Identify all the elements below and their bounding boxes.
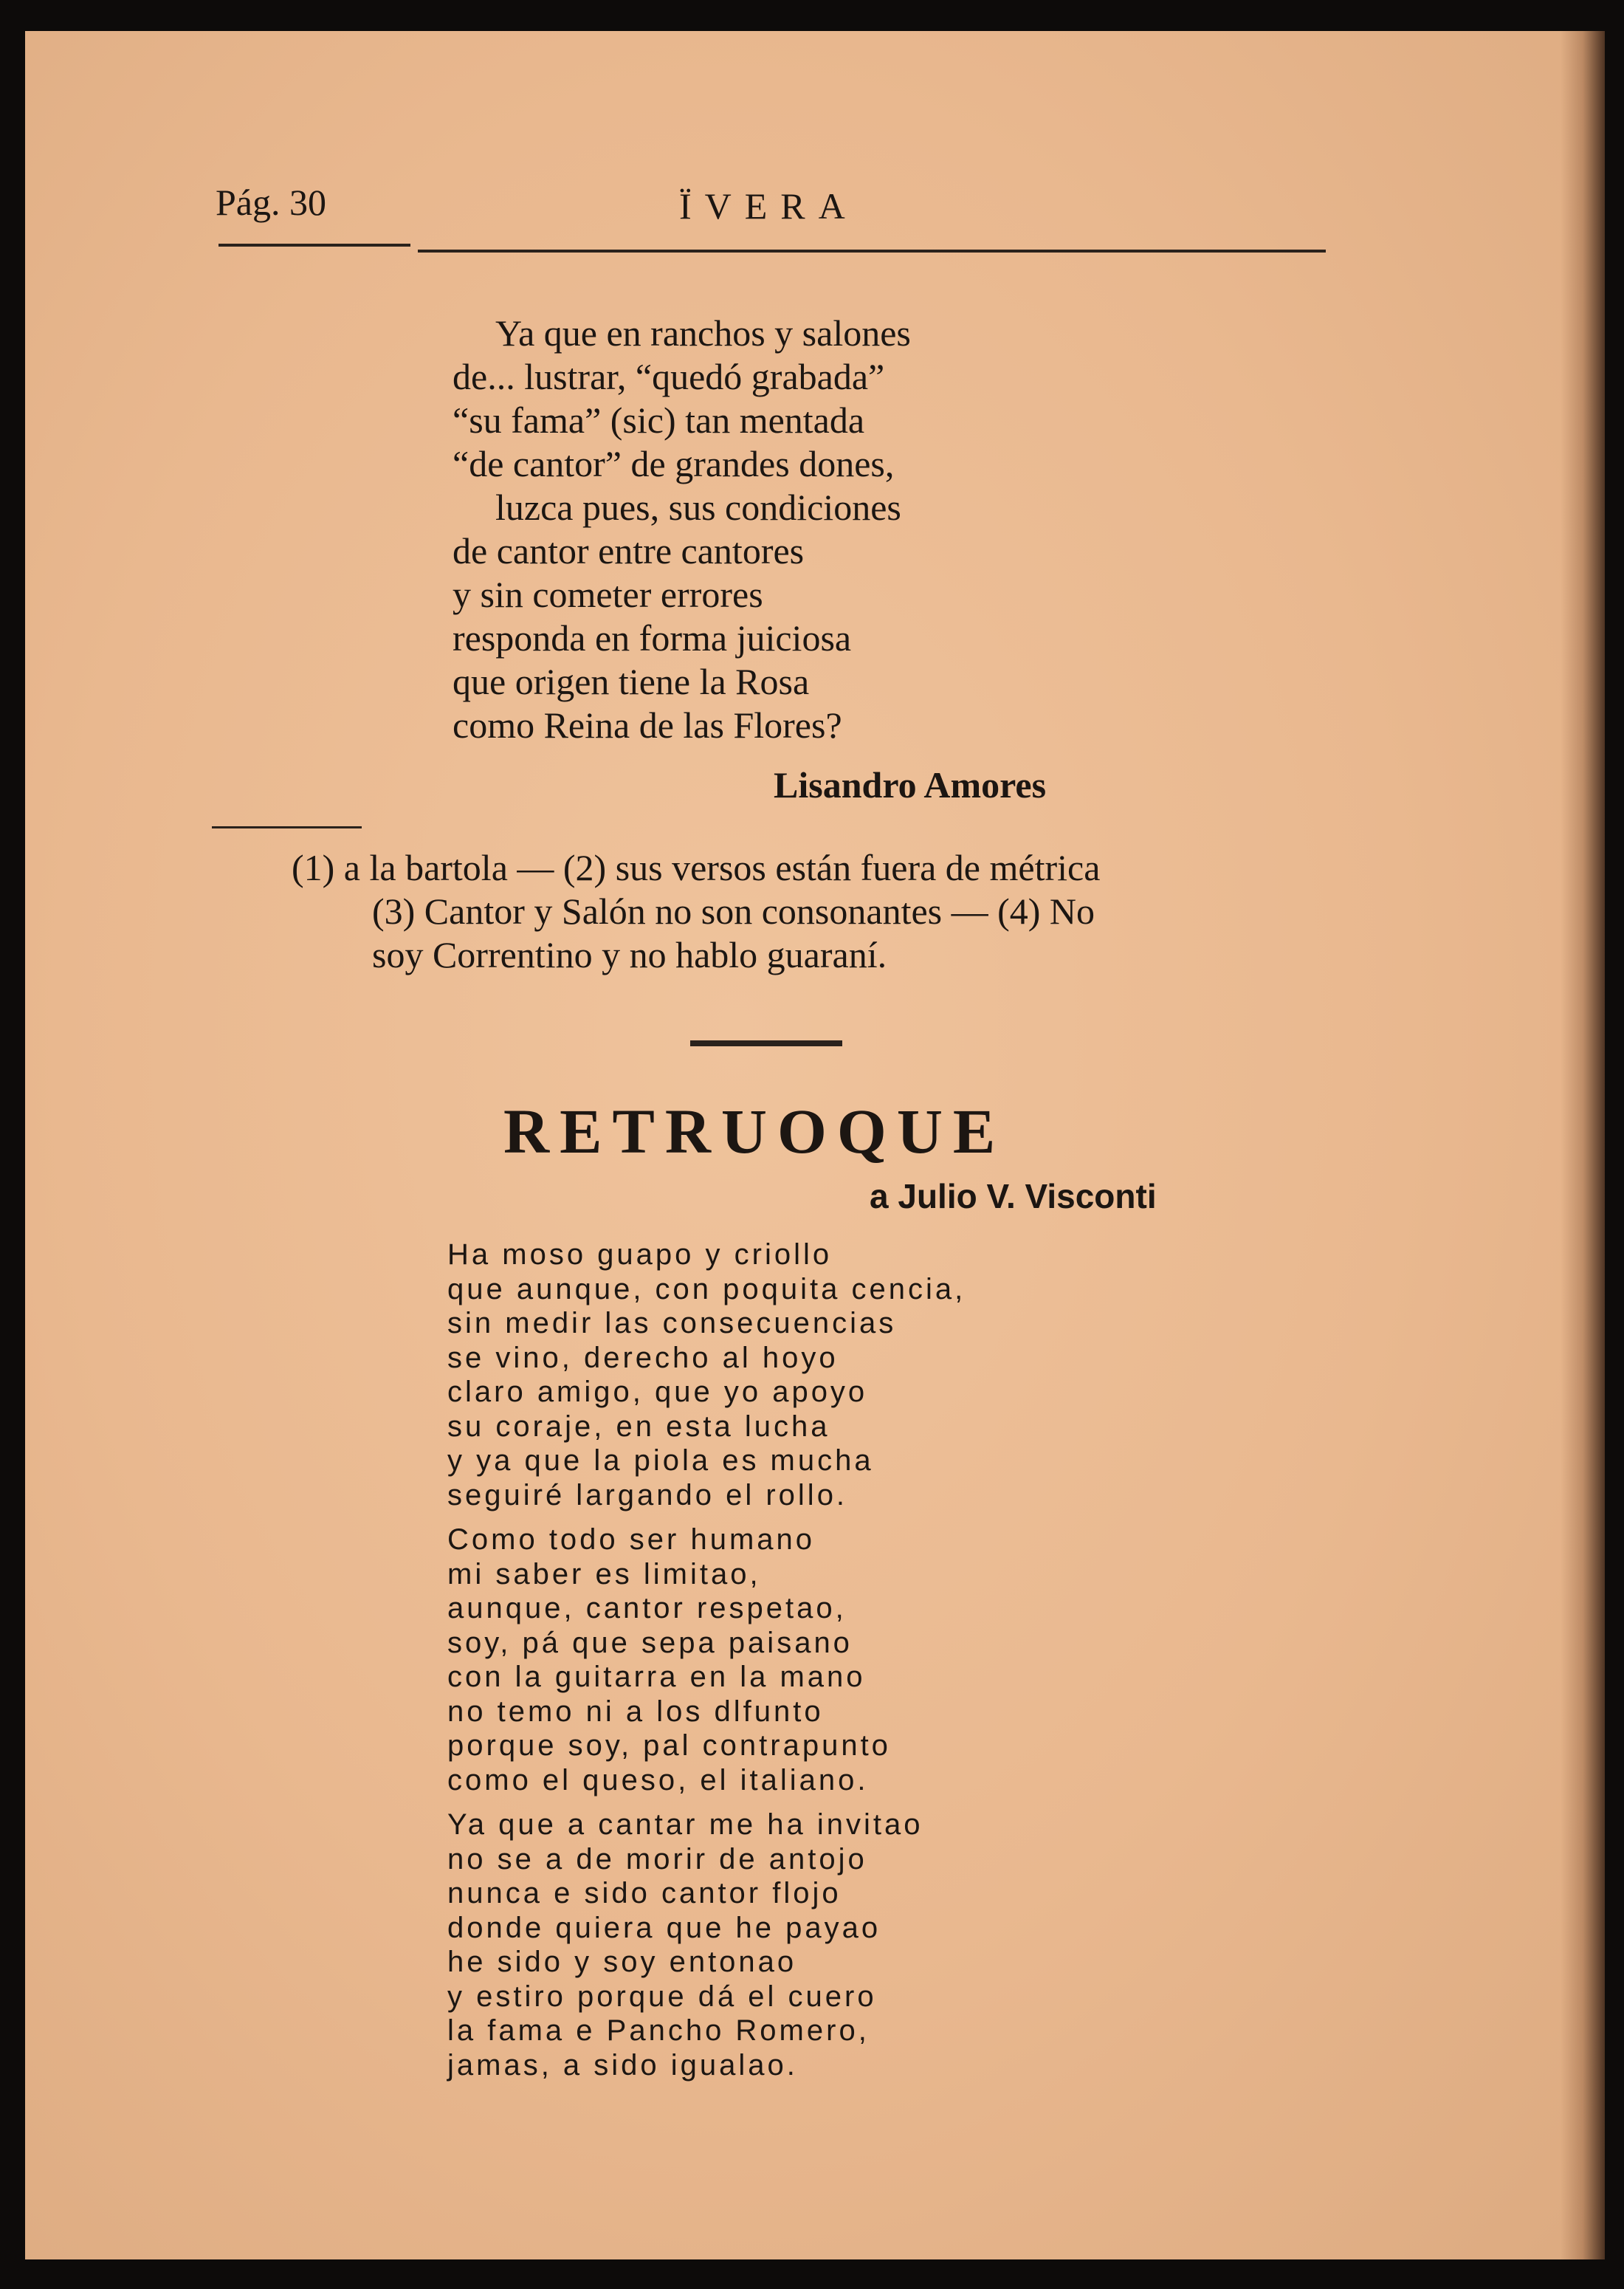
verse-line: Ya que a cantar me ha invitao bbox=[447, 1808, 923, 1841]
verse-line: y ya que la piola es mucha bbox=[447, 1444, 874, 1477]
verse-line: seguiré largando el rollo. bbox=[447, 1478, 848, 1511]
running-title: ÏVERA bbox=[679, 185, 859, 227]
verse-line: sin medir las consecuencias bbox=[447, 1307, 897, 1339]
stanza bbox=[447, 1238, 966, 1512]
verse-line: aunque, cantor respetao, bbox=[447, 1592, 847, 1624]
verse-line: con la guitarra en la mano bbox=[447, 1661, 866, 1693]
poem-1 bbox=[453, 312, 911, 747]
verse-line: jamas, a sido igualao. bbox=[447, 2048, 798, 2082]
section-divider bbox=[690, 1040, 842, 1046]
footnote-rule bbox=[212, 826, 362, 828]
verse-line: responda en forma juiciosa bbox=[453, 617, 852, 659]
footnotes bbox=[292, 846, 1100, 977]
verse-line: luzca pues, sus condiciones bbox=[495, 487, 901, 528]
verse-line: su coraje, en esta lucha bbox=[447, 1410, 830, 1443]
verse-line: se vino, derecho al hoyo bbox=[447, 1341, 839, 1374]
header-rule-left bbox=[219, 244, 410, 247]
verse-line: como el queso, el italiano. bbox=[447, 1763, 869, 1796]
verse-line: soy, pá que sepa paisano bbox=[447, 1626, 853, 1659]
verse-line: mi saber es limitao, bbox=[447, 1557, 761, 1590]
footnote-line: (1) a la bartola — (2) sus versos están fuera de métrica bbox=[292, 847, 1101, 888]
verse-line: y estiro porque dá el cuero bbox=[447, 1980, 877, 2013]
verse-line: Ha moso guapo y criollo bbox=[447, 1238, 833, 1271]
verse-line: no temo ni a los dlfunto bbox=[447, 1695, 824, 1728]
poem-2-title: RETRUOQUE bbox=[503, 1096, 1006, 1167]
header-rule bbox=[418, 250, 1326, 253]
verse-line: de... lustrar, “quedó grabada” bbox=[453, 356, 885, 397]
verse-line: la fama e Pancho Romero, bbox=[447, 2014, 870, 2047]
verse-line: he sido y soy entonao bbox=[447, 1946, 797, 1978]
verse-line: como Reina de las Flores? bbox=[453, 704, 842, 746]
verse-line: claro amigo, que yo apoyo bbox=[447, 1376, 868, 1408]
verse-line: que aunque, con poquita cencia, bbox=[447, 1272, 966, 1305]
poem-1-author: Lisandro Amores bbox=[774, 764, 1047, 806]
verse-line: porque soy, pal contrapunto bbox=[447, 1729, 891, 1762]
verse-line: y sin cometer errores bbox=[453, 574, 763, 615]
stanza bbox=[447, 1808, 966, 2082]
verse-line: Ya que en ranchos y salones bbox=[495, 312, 911, 354]
verse-line: donde quiera que he payao bbox=[447, 1911, 881, 1944]
verse-line: que origen tiene la Rosa bbox=[453, 661, 810, 702]
poem-2 bbox=[447, 1238, 966, 2093]
footnote-line: soy Correntino y no hablo guaraní. bbox=[372, 934, 887, 975]
verse-line: no se a de morir de antojo bbox=[447, 1842, 867, 1876]
verse-line: nunca e sido cantor flojo bbox=[447, 1877, 842, 1909]
footnote-line: (3) Cantor y Salón no son consonantes — (4) No bbox=[372, 890, 1095, 932]
verse-line: de cantor entre cantores bbox=[453, 530, 805, 572]
verse-line: “su fama” (sic) tan mentada bbox=[453, 399, 865, 441]
poem-2-dedication: a Julio V. Visconti bbox=[870, 1177, 1157, 1215]
page-number: Pág. 30 bbox=[216, 182, 326, 223]
verse-line: Como todo ser humano bbox=[447, 1523, 816, 1556]
verse-line: “de cantor” de grandes dones, bbox=[453, 443, 895, 484]
stanza bbox=[447, 1523, 966, 1797]
